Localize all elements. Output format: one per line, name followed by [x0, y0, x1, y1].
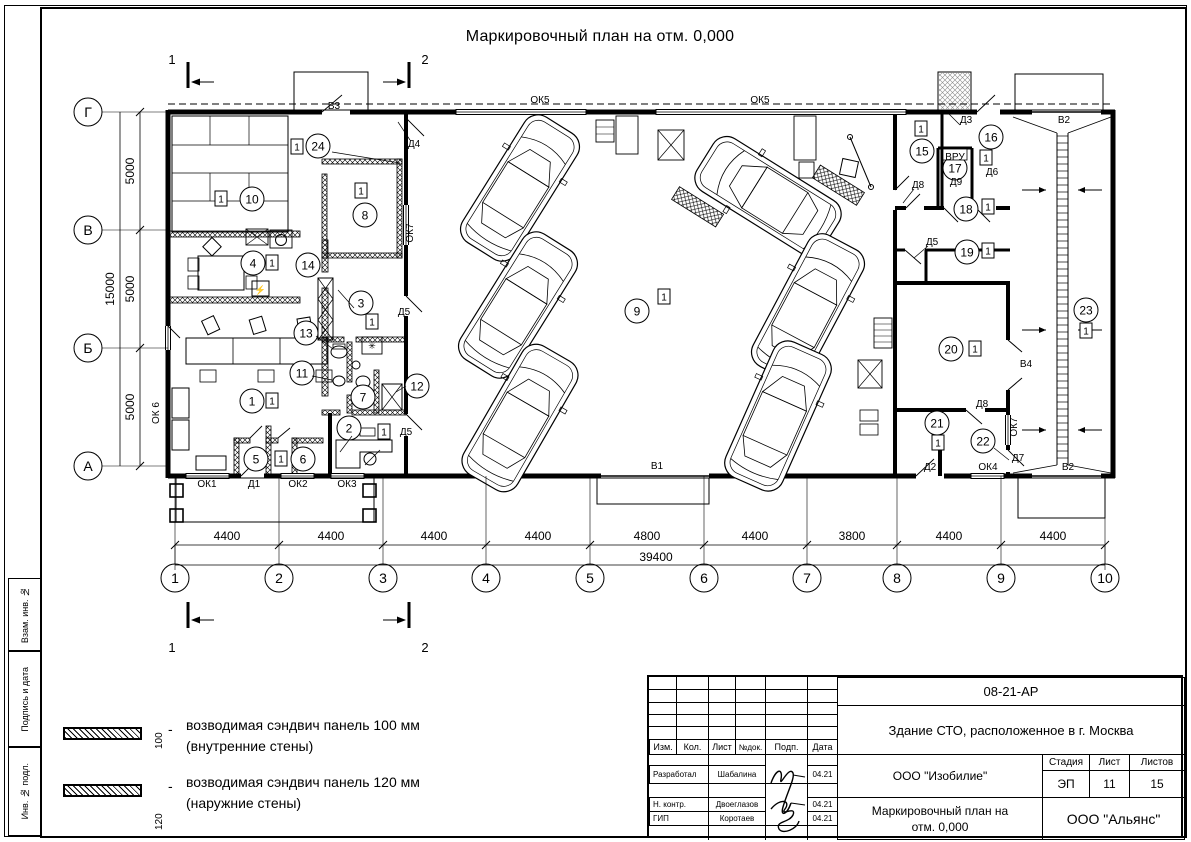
svg-text:7: 7	[359, 390, 367, 405]
dim-bottom: 4400	[741, 529, 769, 543]
svg-text:1: 1	[985, 202, 991, 214]
room-marker-18	[954, 197, 994, 221]
room-marker-12	[405, 374, 429, 398]
rev-h-izm: Изм.	[649, 739, 677, 755]
svg-text:1: 1	[661, 292, 667, 304]
stage-label: Стадия	[1042, 754, 1090, 771]
dim-bottom: 4400	[317, 529, 345, 543]
svg-text:10: 10	[1097, 570, 1113, 586]
svg-text:1: 1	[269, 258, 275, 270]
legend-100-line2: (внутренние стены)	[186, 738, 314, 754]
opening-label-Д8: Д8	[975, 399, 989, 410]
room-marker-8	[353, 183, 377, 227]
opening-label-ОК6: ОК 6	[151, 402, 162, 424]
svg-text:21: 21	[930, 416, 944, 431]
role-nkontr: Н. контр.	[649, 797, 709, 812]
opening-label-В2: В2	[1061, 462, 1075, 473]
name-dvoeglazov: Двоеглазов	[708, 797, 766, 812]
dim-left: 5000	[123, 157, 137, 185]
opening-label-ОК2: ОК2	[288, 479, 308, 490]
sidebar-cell-vzam: Взам. инв. №	[8, 578, 42, 652]
svg-text:4: 4	[482, 570, 490, 586]
role-razrabotal: Разработал	[649, 765, 709, 784]
panel-100-symbol: 100	[58, 713, 168, 753]
svg-text:2: 2	[275, 570, 283, 586]
axis-bubble-Г	[74, 98, 102, 126]
opening-label-В1: В1	[650, 461, 664, 472]
svg-text:14: 14	[301, 258, 315, 273]
svg-text:22: 22	[976, 434, 990, 449]
svg-text:16: 16	[984, 130, 998, 145]
axis-bubble-5	[576, 564, 604, 592]
svg-text:6: 6	[299, 452, 307, 467]
axis-bubble-8	[883, 564, 911, 592]
sheet-label: Лист	[1089, 754, 1130, 771]
axis-bubble-А	[74, 452, 102, 480]
svg-text:1: 1	[294, 142, 300, 154]
date-1: 04.21	[807, 765, 838, 784]
svg-text:1: 1	[1083, 326, 1089, 338]
legend-100-line1: возводимая сэндвич панель 100 мм	[186, 717, 420, 733]
project-name: Здание СТО, расположенное в г. Москва	[837, 705, 1185, 755]
axis-bubble-7	[793, 564, 821, 592]
signature-2	[767, 795, 807, 839]
svg-text:24: 24	[311, 139, 325, 154]
opening-label-Д5: Д5	[397, 307, 411, 318]
axis-bubble-Б	[74, 334, 102, 362]
axis-bubble-9	[987, 564, 1015, 592]
opening-label-В2: В2	[1057, 115, 1071, 126]
room-marker-4	[241, 251, 278, 275]
opening-label-ОК4: ОК4	[978, 462, 998, 473]
title-block	[647, 675, 1183, 838]
room-marker-3	[349, 291, 378, 329]
room-marker-23	[1074, 298, 1098, 338]
svg-text:В: В	[83, 222, 93, 238]
axis-bubble-3	[369, 564, 397, 592]
sheet-value: 11	[1089, 770, 1130, 798]
client-org: ООО "Альянс"	[1042, 797, 1185, 840]
room-marker-21	[925, 411, 949, 450]
opening-label-ОК3: ОК3	[337, 479, 357, 490]
opening-label-ОК5: ОК5	[750, 95, 770, 106]
sidebar-cell-inv: Инв. № подл.	[8, 746, 42, 836]
rev-h-data: Дата	[807, 739, 838, 755]
svg-text:Б: Б	[83, 340, 93, 356]
dim-bottom: 4400	[935, 529, 963, 543]
svg-text:4: 4	[249, 256, 257, 271]
opening-label-Д5: Д5	[399, 427, 413, 438]
opening-label-ОК7: ОК7	[1009, 417, 1020, 437]
designer-org: ООО "Изобилие"	[837, 754, 1043, 798]
svg-text:1: 1	[218, 194, 224, 206]
svg-text:15: 15	[915, 144, 929, 159]
svg-text:6: 6	[700, 570, 708, 586]
svg-text:12: 12	[410, 379, 424, 394]
axis-bubble-4	[472, 564, 500, 592]
room-marker-22	[971, 429, 995, 453]
svg-text:Г: Г	[84, 104, 92, 120]
shower-icon: ✳	[368, 341, 376, 351]
svg-text:2: 2	[345, 421, 353, 436]
doc-code: 08-21-АР	[837, 677, 1185, 706]
opening-label-ОК1: ОК1	[197, 479, 217, 490]
room-marker-15	[910, 121, 934, 163]
dim-bottom: 4400	[524, 529, 552, 543]
section-mark: 1	[168, 640, 176, 655]
opening-label-Д7: Д7	[1011, 453, 1025, 464]
legend-120-line2: (наружние стены)	[186, 795, 302, 811]
dim-bottom: 4400	[213, 529, 241, 543]
svg-text:А: А	[83, 458, 93, 474]
svg-text:18: 18	[959, 202, 973, 217]
svg-text:8: 8	[893, 570, 901, 586]
svg-text:1: 1	[983, 153, 989, 165]
room-marker-1	[240, 389, 278, 413]
opening-label-Д6: Д6	[985, 167, 999, 178]
axis-bubble-6	[690, 564, 718, 592]
room-marker-20	[939, 337, 981, 361]
opening-label-Д9: Д9	[949, 177, 963, 188]
dim-bottom: 4400	[1039, 529, 1067, 543]
opening-label-Д1: Д1	[247, 479, 261, 490]
sidebar-cell-podpis: Подпись и дата	[8, 650, 42, 748]
svg-text:8: 8	[361, 208, 369, 223]
opening-label-ВРУ: ВРУ	[945, 152, 965, 163]
axis-bubble-В	[74, 216, 102, 244]
svg-text:13: 13	[299, 326, 313, 341]
rev-h-kol: Кол.	[676, 739, 709, 755]
section-mark: 2	[421, 52, 429, 67]
name-shabalina: Шабалина	[708, 765, 766, 784]
svg-text:1: 1	[985, 246, 991, 258]
dim-bottom: 4400	[420, 529, 448, 543]
room-marker-16	[979, 125, 1003, 165]
room-marker-5	[244, 447, 287, 471]
rev-h-podp: Подп.	[765, 739, 808, 755]
svg-text:1: 1	[269, 396, 275, 408]
role-gip: ГИП	[649, 811, 709, 826]
svg-text:9: 9	[633, 304, 641, 319]
legend-item-120: 120 - возводимая сэндвич панель 120 мм (наружние стены)	[58, 770, 420, 814]
svg-text:1: 1	[248, 394, 256, 409]
section-mark: 2	[421, 640, 429, 655]
axis-bubble-2	[265, 564, 293, 592]
svg-text:3: 3	[357, 296, 365, 311]
room-marker-10	[215, 187, 264, 211]
opening-label-Д2: Д2	[923, 462, 937, 473]
room-marker-6	[291, 447, 315, 471]
opening-label-Д4: Д4	[407, 139, 421, 150]
svg-text:19: 19	[960, 245, 974, 260]
svg-text:9: 9	[997, 570, 1005, 586]
room-marker-11	[290, 361, 314, 385]
room-marker-7	[351, 385, 375, 409]
svg-text:7: 7	[803, 570, 811, 586]
rev-h-list: Лист	[708, 739, 736, 755]
page-title: Маркировочный план на отм. 0,000	[465, 28, 735, 45]
panel-120-symbol: 120	[58, 770, 168, 810]
opening-label-Д8: Д8	[911, 180, 925, 191]
svg-text:17: 17	[948, 161, 962, 176]
room-marker-13	[294, 321, 318, 345]
opening-label-В4: В4	[1019, 359, 1033, 370]
room-marker-9	[625, 289, 670, 323]
svg-text:5: 5	[252, 452, 260, 467]
date-3: 04.21	[807, 811, 838, 826]
rev-h-dok: №док.	[735, 739, 766, 755]
svg-text:1: 1	[358, 186, 364, 198]
dim-total-left: 15000	[103, 272, 117, 306]
legend-item-100: 100 - возводимая сэндвич панель 100 мм (внутренние стены)	[58, 713, 420, 757]
svg-text:23: 23	[1079, 303, 1093, 318]
opening-label-Д3: Д3	[959, 115, 973, 126]
svg-text:11: 11	[295, 366, 309, 381]
dim-total: 39400	[639, 550, 673, 564]
svg-text:1: 1	[278, 454, 284, 466]
opening-label-Д5: Д5	[925, 237, 939, 248]
svg-text:1: 1	[972, 344, 978, 356]
sheets-label: Листов	[1129, 754, 1185, 771]
opening-label-ОК5: ОК5	[530, 95, 550, 106]
svg-text:1: 1	[171, 570, 179, 586]
room-marker-19	[955, 240, 994, 264]
svg-text:1: 1	[369, 317, 375, 329]
svg-text:10: 10	[245, 192, 259, 207]
name-korotaev: Коротаев	[708, 811, 766, 826]
room-marker-24	[291, 134, 330, 158]
dim-bottom: 3800	[838, 529, 866, 543]
date-2: 04.21	[807, 797, 838, 812]
svg-text:1: 1	[935, 438, 941, 450]
svg-text:5: 5	[586, 570, 594, 586]
svg-text:20: 20	[944, 342, 958, 357]
electric-panel-icon: ⚡	[254, 285, 267, 295]
svg-text:1: 1	[381, 427, 387, 439]
section-mark: 1	[168, 52, 176, 67]
drawing-name: Маркировочный план на отм. 0,000	[837, 797, 1043, 840]
legend-120-line1: возводимая сэндвич панель 120 мм	[186, 774, 420, 790]
sheets-value: 15	[1129, 770, 1185, 798]
opening-label-В3: В3	[327, 101, 341, 112]
room-marker-14	[296, 253, 320, 277]
stage-value: ЭП	[1042, 770, 1090, 798]
svg-text:1: 1	[918, 124, 924, 136]
dim-left: 5000	[123, 393, 137, 421]
dim-bottom: 4800	[633, 529, 661, 543]
svg-text:3: 3	[379, 570, 387, 586]
dim-left: 5000	[123, 275, 137, 303]
opening-label-ОК7: ОК7	[405, 223, 416, 243]
